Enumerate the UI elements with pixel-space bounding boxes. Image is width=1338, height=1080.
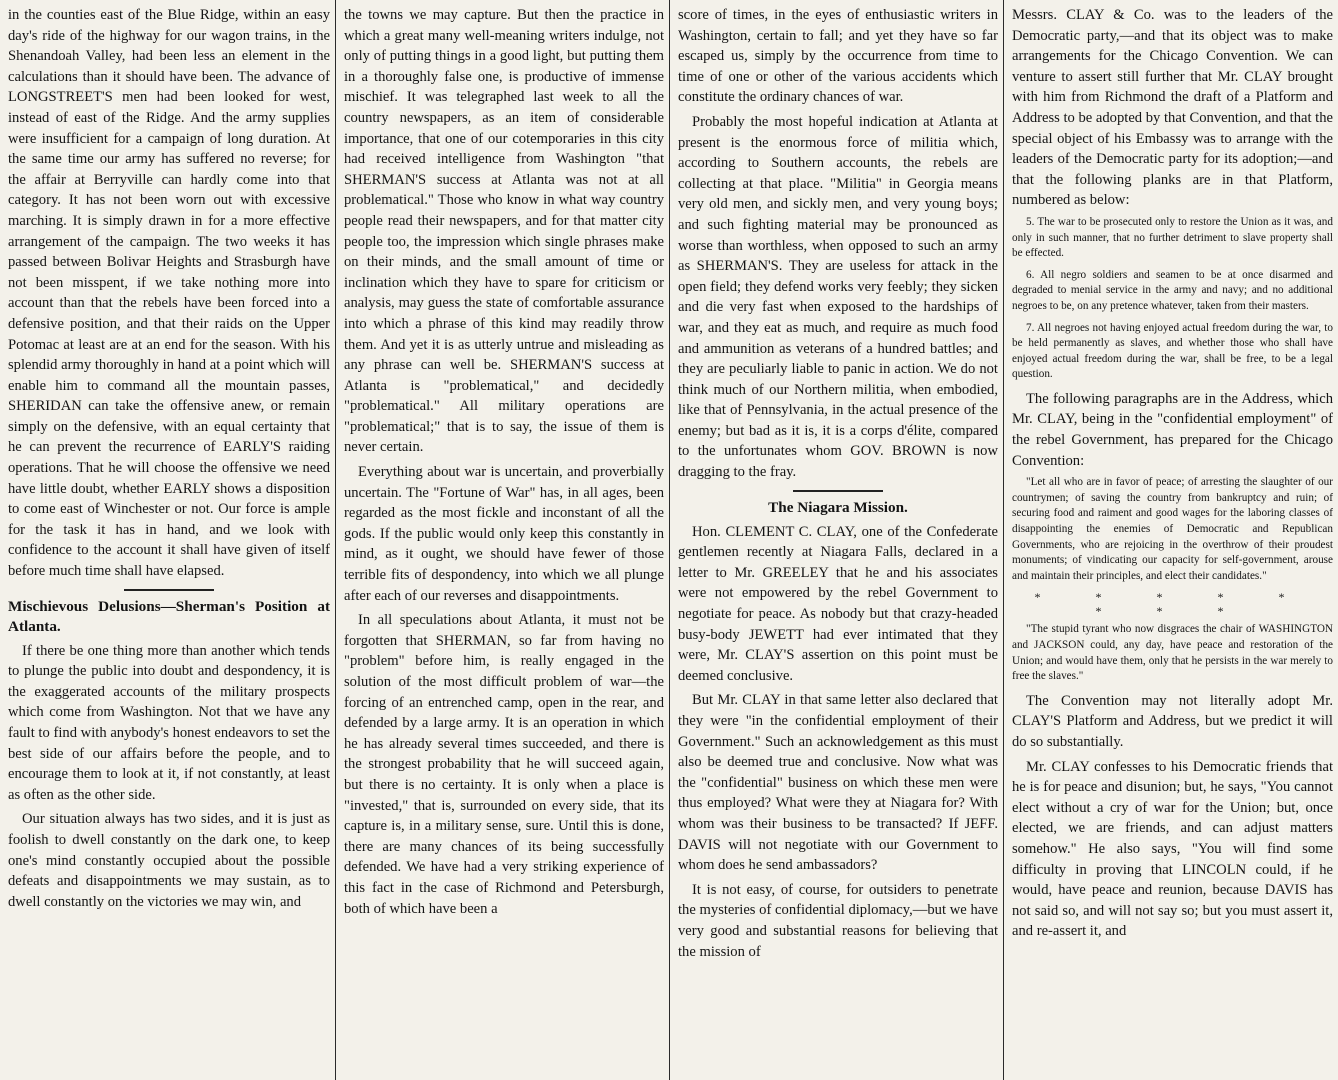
article-paragraph: If there be one thing more than another which tends to plunge the public into doubt and despondency, it is the exaggerated accounts of the military prospects which come from Washington. Not that we have any fault to find with anybody's honest endeavors to set the best side of our affairs before the people, and to encourage them to look at it, if not constantly, at least as often as the other side. (8, 642, 330, 803)
column-2 (336, 2, 669, 1078)
column-3 (670, 2, 1003, 1078)
article-paragraph: Everything about war is uncertain, and proverbially uncertain. The "Fortune of War" has, in all ages, been regarded as the most fickle and inconstant of all the gods. If the public would only keep this constantly in mind, as it ought, we should have fewer of those terrible fits of despondency, into which we all plunge after each of our reverses and disappointments. (344, 464, 664, 604)
article-paragraph: Our situation always has two sides, and it is just as foolish to dwell constantly on the dark one, to keep one's mind constantly occupied about the possible defeats and disappointments we may sustain, as to dwell constantly on the victories we may win, and (8, 811, 330, 910)
column-4 (1004, 2, 1338, 1078)
platform-plank-5: 5. The war to be prosecuted only to restore the Union as it was, and only in such manner, that no further detriment to slave property shall be effected. (1012, 215, 1333, 260)
platform-plank-7: 7. All negroes not having enjoyed actual freedom during the war, to be held permanently as slaves, and whether those who shall have enjoyed actual freedom during the war, shall be free, to be a legal question. (1012, 321, 1333, 381)
article-paragraph: score of times, in the eyes of enthusiastic writers in Washington, certain to fall; and yet they have so far escaped us, simply by the occurrence from time to time of one or other of the various accidents which constitute the ordinary chances of war. (678, 7, 998, 106)
article-paragraph: Mr. CLAY confesses to his Democratic friends that he is for peace and disunion; but, he says, "You cannot elect without a cry of war for the Union; but, once elected, we are friends, and can adjust matters somehow." He also says, "You will find some difficulty in proving that LINCOLN could, if he would, have peace and reunion, because DAVIS has not said so, and will not say so; but you must assert it, and re-assert it, and (1012, 758, 1333, 940)
article-paragraph: It is not easy, of course, for outsiders to penetrate the mysteries of confidential diplomacy,—but we have very good and substantial reasons for believing that the mission of (678, 881, 998, 960)
column-1 (0, 2, 335, 1078)
article-heading-niagara: The Niagara Mission. (768, 498, 908, 516)
article-paragraph: Messrs. CLAY & Co. was to the leaders of the Democratic party,—and that its object was to make arrangements for the Chicago Convention. We can venture to assert still further that Mr. CLAY brought with him from Richmond the draft of a Platform and Address to be adopted by that Convention, and that the special object of his Embassy was to arrange with the leaders of the Democratic party for its adoption;—and that the following planks are in that Platform, numbered as below: (1012, 7, 1333, 209)
address-quote-2: "The stupid tyrant who now disgraces the chair of WASHINGTON and JACKSON could, any day, have peace and restoration of the Union; and would have them, only that he persists in the war merely to free the slaves." (1012, 623, 1333, 683)
article-continuation-paragraph: in the counties east of the Blue Ridge, within an easy day's ride of the highway for our wagon trains, in the Shenandoah Valley, had been less an element in the calculations than it should have been. The advance of LONGSTREET'S men had been looked for west, instead of east of the Ridge. And the army supplies were insufficient for a campaign of long duration. At the same time our army has suffered no reverse; for the affair at Berryville can hardly come into that category. It has not been worn out with excessive marching. It is simply drawn in for a more effective arrangement of the campaign. The two weeks it has passed between Bolivar Heights and Strasburgh have not been misspent, if we take nothing more into account than that the rebels have been forced into a defensive position, and that their raids on the Upper Potomac at least are at an end for the season. With his splendid army thoroughly in hand at a point which will enable him to command all the mountain passes, SHERIDAN can take the offensive anew, or remain simply on the defensive, with an equal certainty that he can prevent the recurrence of EARLY'S raiding operations. That he will choose the offensive we need have little doubt, whether EARLY shows a disposition to come east of Winchester or not. Our force is ample for the task it has in hand, and we look with confidence to the account it shall have given of itself before much time shall have elapsed. (8, 7, 330, 580)
article-paragraph: The following paragraphs are in the Address, which Mr. CLAY, being in the "confidential employment" of the rebel Government, has prepared for the Chicago Convention: (1012, 390, 1333, 469)
article-paragraph: In all speculations about Atlanta, it must not be forgotten that SHERMAN, so far from having no "problem" before him, is really engaged in the solution of the most difficult problem of war—the forcing of an entrenched camp, open in the rear, and defended by a large army. It is an operation in which he has already several times succeeded, and there is the strongest probability that he will succeed again, but there is no certainty. It is only when a place is "invested," that is, surrounded on every side, that its capture is, in a military sense, sure. Until this is done, there are many chances of its being successfully defended. We have had a very striking experience of this fact in the case of Richmond and Petersburgh, both of which have been a (344, 612, 664, 917)
article-paragraph: Hon. CLEMENT C. CLAY, one of the Confederate gentlemen recently at Niagara Falls, declared in a letter to Mr. GREELEY that he and his associates were not empowered by the rebel Government to negotiate for peace. As nobody but that crazy-headed busy-body JEWETT had ever intimated that they were, Mr. CLAY'S assertion on this point must be deemed conclusive. (678, 523, 998, 684)
article-heading-sherman: Mischievous Delusions—Sherman's Position at Atlanta. (8, 597, 330, 635)
address-quote-1: "Let all who are in favor of peace; of arresting the slaughter of our countrymen; of saving the country from bankruptcy and ruin; of securing food and raiment and good wages for the laboring classes of disappointing the enemies of Democratic and Republican Governments, who are rejoicing in the overthrow of their proudest monuments; of vindicating our capacity for self-government, arouse and maintain their principles, and elect their candidates." (1012, 476, 1333, 582)
platform-plank-6: 6. All negro soldiers and seamen to be at once disarmed and degraded to menial service in the army and navy; and no additional negroes to be, on any pretence whatever, taken from their masters. (1012, 268, 1333, 312)
article-paragraph: But Mr. CLAY in that same letter also declared that they were "in the confidential employment of their Government." Such an acknowledgement as this must also be deemed true and conclusive. Now what was the "confidential" business on which these men were thus employed? What were they at Niagara for? With whom was their business to be transacted? If JEFF. DAVIS will not negotiate with our Government to whom does he send ambassadors? (678, 692, 998, 874)
article-paragraph: Probably the most hopeful indication at Atlanta at present is the enormous force of militia which, according to Southern accounts, the rebels are collecting at that place. "Militia" in Georgia means very old men, and sickly men, and very young boys; and such fighting material may be pronounced as worse than worthless, when opposed to such an army as SHERMAN'S. They are useless for attack in the open field; they defend works very feebly; they sicken and die very fast when exposed to the hardships of war, and they eat as much, and require as much food and ammunition as veterans of a hundred battles; and they are peculiarly liable to panic in action. We do not think much of our Northern militia, when embodied, like that of Pennsylvania, in the actual presence of the enemy; but bad as it is, it is a corps d'élite, compared to the unfortunates whom GOV. BROWN is now dragging to the fray. (678, 113, 998, 481)
article-paragraph: the towns we may capture. But then the practice in which a great many well-meaning writers indulge, not only of putting things in a good light, but putting them in a thoroughly false one, is productive of immense mischief. It was telegraphed last week to all the country newspapers, as an item of considerable importance, that one of our cotemporaries in this city had received intelligence from Washington "that SHERMAN'S success at Atlanta was not at all problematical." Those who know in what way country people read their newspapers, and for that matter city people too, the impression which single phrases make on their minds, and the small amount of time or inclination which they have to spare for criticism or analysis, may guess the state of comfortable assurance into which a phrase of this kind may readily throw them. And yet it is as utterly untrue and misleading as any phrase can well be. SHERMAN'S success at Atlanta is "problematical," and decidedly "problematical." All military operations are "problematical;" that is to say, the issue of them is never certain. (344, 7, 664, 456)
article-paragraph: The Convention may not literally adopt Mr. CLAY'S Platform and Address, but we predict it will do so substantially. (1012, 692, 1333, 750)
ellipsis-stars: * * * * * * * * (1034, 590, 1311, 619)
section-divider (124, 589, 214, 591)
section-divider (793, 490, 883, 492)
